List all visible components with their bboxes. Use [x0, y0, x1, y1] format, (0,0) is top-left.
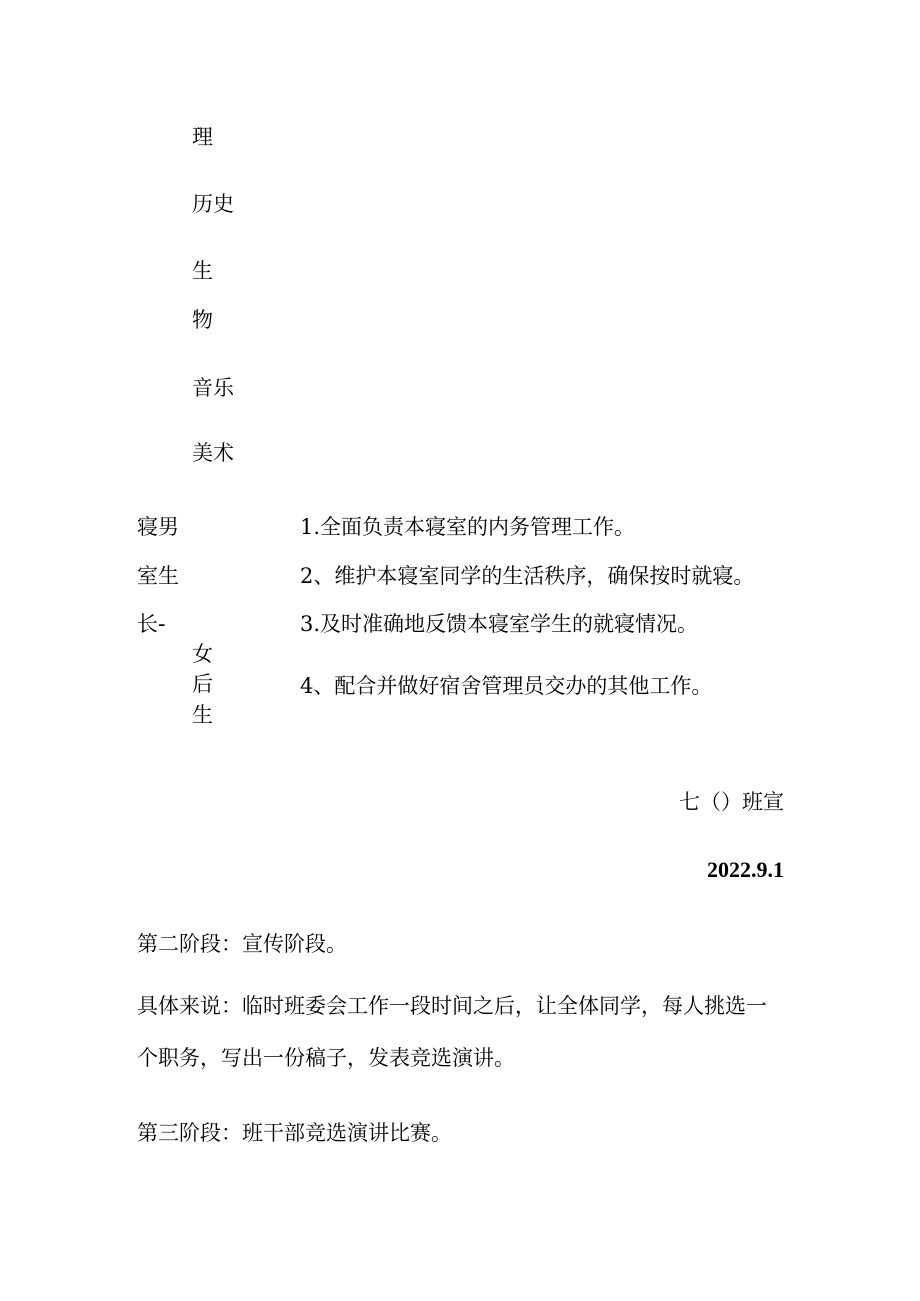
dorm-role-left-1: 寝男: [137, 515, 179, 539]
dorm-duty-4: 4、配合并做好宿舍管理员交办的其他工作。: [300, 674, 713, 698]
dorm-role-left-2: 室生: [137, 564, 179, 588]
subject-art: 美术: [192, 441, 234, 465]
subject-history: 历史: [192, 192, 234, 216]
subject-music: 音乐: [192, 376, 234, 400]
dorm-duty-3: 3.及时准确地反馈本寝室学生的就寝情况。: [300, 612, 699, 636]
dorm-role-left-3: 长-: [137, 612, 166, 636]
subject-biology-part2: 物: [192, 308, 213, 332]
subject-physics: 理: [192, 125, 213, 149]
stage2-title: 第二阶段：宣传阶段。: [137, 932, 347, 956]
dorm-role-right-2: 后: [192, 672, 213, 696]
stage2-line1: 具体来说：临时班委会工作一段时间之后，让全体同学，每人挑选一: [137, 994, 767, 1018]
dorm-role-right-3: 生: [192, 703, 213, 727]
subject-biology-part1: 生: [192, 259, 213, 283]
dorm-role-right-1: 女: [192, 642, 213, 666]
stage2-line2: 个职务，写出一份稿子，发表竞选演讲。: [137, 1046, 515, 1070]
stage3-title: 第三阶段：班干部竞选演讲比赛。: [137, 1121, 452, 1145]
signature-date: 2022.9.1: [707, 857, 784, 882]
class-signature: 七（）班宣: [679, 790, 784, 814]
dorm-duty-1: 1.全面负责本寝室的内务管理工作。: [300, 515, 636, 539]
dorm-duty-2: 2、维护本寝室同学的生活秩序，确保按时就寝。: [300, 564, 755, 588]
